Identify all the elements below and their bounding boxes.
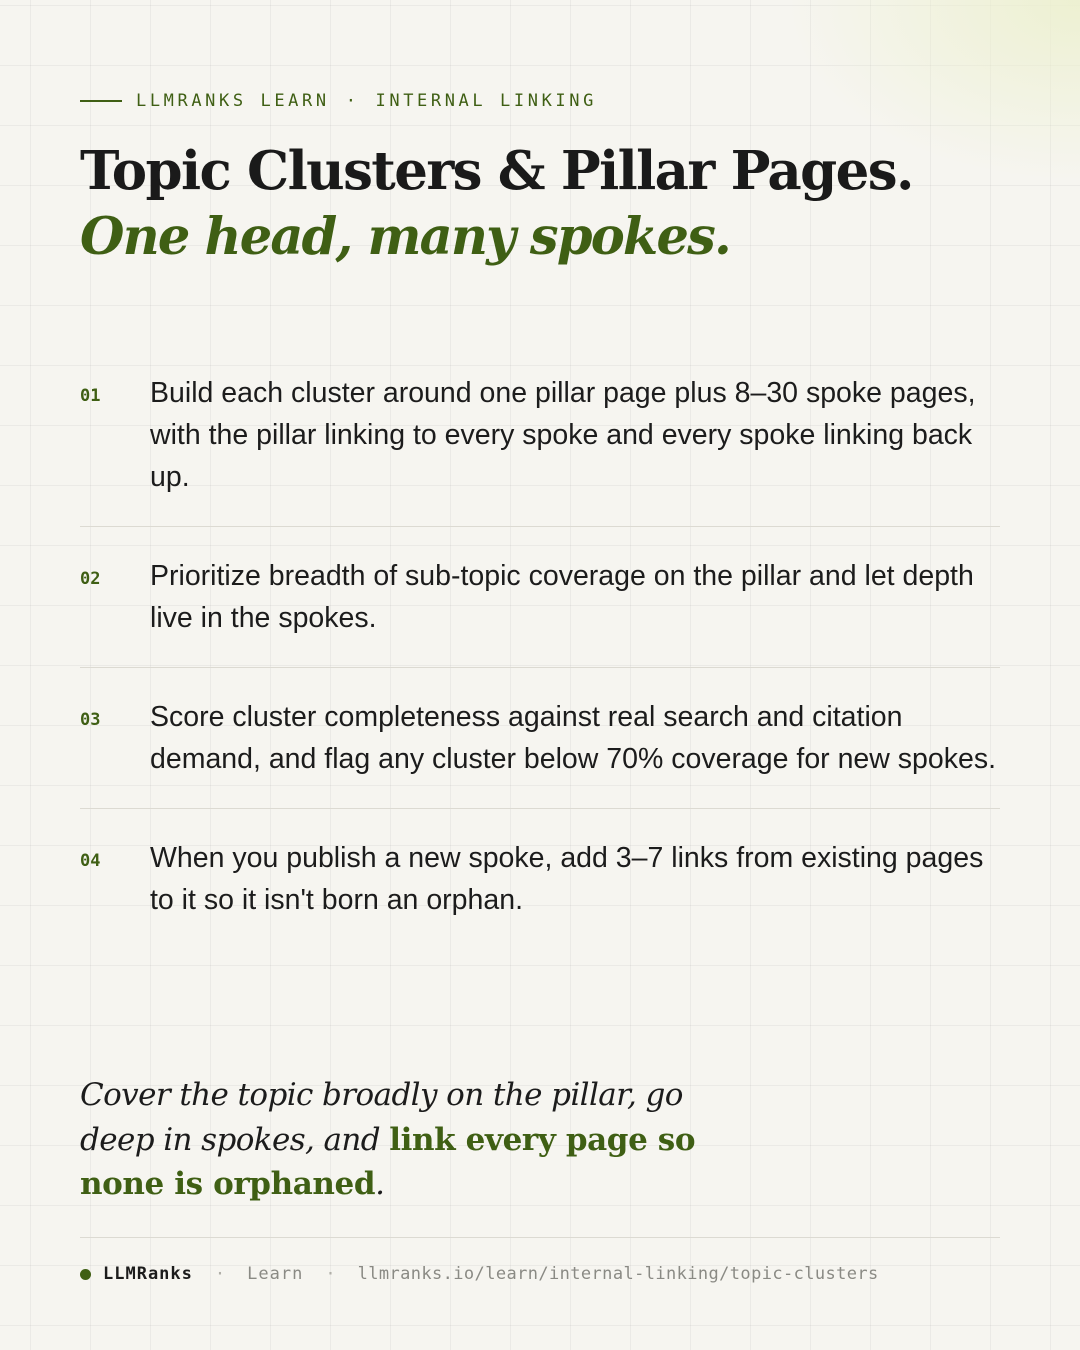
list-item [80,808,1000,949]
footer [80,1262,879,1286]
eyebrow-section: INTERNAL LINKING [375,91,597,111]
item-text: Prioritize breadth of sub-topic coverage on the pillar and let depth live in the spokes. [150,560,974,634]
quote-highlight: link every page so none is orphaned [80,1121,696,1202]
item-number: 04 [80,851,101,871]
eyebrow [80,90,597,112]
footer-separator: · [214,1264,226,1284]
footer-section: Learn [247,1264,304,1284]
page-subtitle: One head, many spokes. [80,207,730,267]
item-number: 01 [80,386,101,406]
list-item [80,526,1000,667]
eyebrow-brand: LLMRANKS LEARN [136,91,330,111]
quote-lead: Cover the topic broadly on the pillar, go deep in spokes, and [80,1077,683,1158]
dot-icon [80,1269,91,1280]
footer-brand: LLMRanks [103,1264,193,1284]
page-title: Topic Clusters & Pillar Pages. [80,140,913,202]
item-text: Build each cluster around one pillar page plus 8–30 spoke pages, with the pillar linking to every spoke and every spoke linking back up. [150,377,976,493]
footer-url[interactable]: llmranks.io/learn/internal-linking/topic-clusters [357,1264,879,1284]
item-text: When you publish a new spoke, add 3–7 links from existing pages to it so it isn't born an orphan. [150,842,984,916]
horizontal-rule-icon [80,100,122,102]
item-number: 02 [80,569,101,589]
list-item [80,667,1000,808]
quote-end: . [375,1166,385,1202]
item-number: 03 [80,710,101,730]
footer-divider [80,1237,1000,1238]
tips-list [80,372,1000,949]
summary-quote [80,1073,700,1207]
item-text: Score cluster completeness against real search and citation demand, and flag any cluster below 70% coverage for new spokes. [150,701,996,775]
eyebrow-separator: · [345,91,360,111]
footer-separator: · [325,1264,336,1284]
list-item [80,372,1000,526]
